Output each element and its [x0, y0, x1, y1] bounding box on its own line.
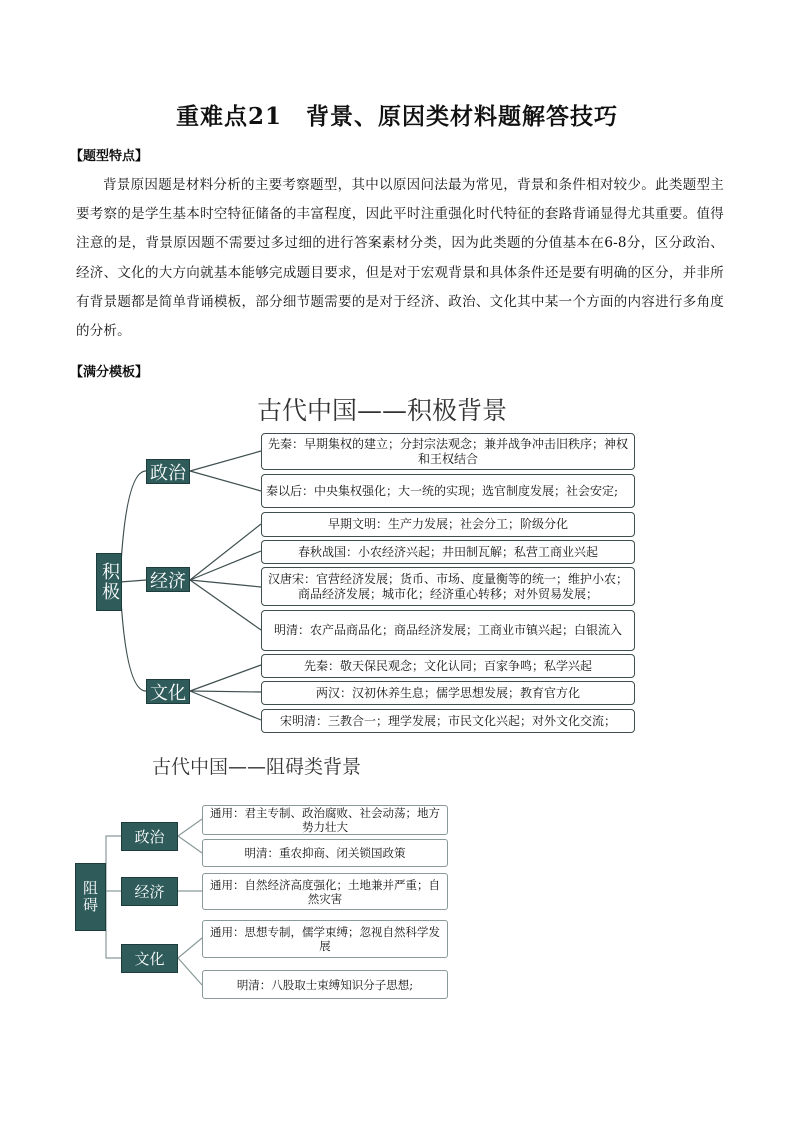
diagram1-economy-item: 早期文明：生产力发展；社会分工；阶级分化 — [261, 512, 635, 537]
diagram2-culture-item: 明清：八股取士束缚知识分子思想; — [202, 970, 448, 999]
diagram2-politics-item: 明清：重农抑商、闭关锁国政策 — [202, 839, 448, 867]
diagram1-title: 古代中国——积极背景 — [256, 396, 507, 425]
diagram1-culture-item: 两汉：汉初休养生息；儒学思想发展；教育官方化 — [261, 681, 635, 705]
page-title: 重难点21 背景、原因类材料题解答技巧 — [175, 103, 618, 130]
diagram2-cat-politics: 政治 — [121, 822, 178, 851]
diagram1-culture-item: 先秦：敬天保民观念；文化认同；百家争鸣；私学兴起 — [261, 654, 635, 678]
intro-paragraph: 背景原因题是材料分析的主要考察题型，其中以原因问法最为常见，背景和条件相对较少。此类题型主要考察的是学生基本时空特征储备的丰富程度，因此平时注重强化时代特征的套路背诵显得尤其重要。值得注意的是，背景原因题不需要过多过细的进行答案素材分类，因为此类题的分值基本在6-8分，区分政治、经济、文化的大方向就基本能够完成题目要求，但是对于宏观背景和具体条件还是要有明确的区分，并非所有背景题都是简单背诵模板，部分细节题需要的是对于经济、政治、文化其中某一个方面的内容进行多角度的分析。 — [76, 177, 724, 340]
diagram2-cat-economy: 经济 — [121, 877, 178, 906]
diagram1-cat-culture: 文化 — [146, 679, 190, 704]
diagram2-cat-culture: 文化 — [121, 944, 178, 973]
diagram2-root-label: 阻碍 — [81, 880, 99, 914]
diagram1-cat-economy: 经济 — [146, 567, 190, 592]
diagram1-politics-item: 秦以后：中央集权强化；大一统的实现；选官制度发展；社会安定; — [261, 474, 635, 508]
diagram1-cat-politics: 政治 — [146, 459, 190, 484]
section-label-features: 【题型特点】 — [70, 149, 149, 164]
diagram2-economy-item: 通用：自然经济高度强化；土地兼并严重；自然灾害 — [202, 873, 448, 910]
diagram1-politics-item: 先秦：早期集权的建立；分封宗法观念；兼并战争冲击旧秩序；神权和王权结合 — [261, 433, 635, 470]
diagram2-culture-item: 通用：思想专制，儒学束缚；忽视自然科学发展 — [202, 920, 448, 958]
diagram2-root-node — [75, 863, 106, 931]
section-label-template: 【满分模板】 — [70, 365, 149, 380]
diagram1-root-node — [96, 553, 122, 611]
diagram1-economy-item: 明清：农产品商品化；商品经济发展；工商业市镇兴起；白银流入 — [261, 610, 635, 651]
diagram1-economy-item: 春秋战国：小农经济兴起；井田制瓦解；私营工商业兴起 — [261, 540, 635, 564]
diagram1-economy-item: 汉唐宋：官营经济发展；货币、市场、度量衡等的统一；维护小农；商品经济发展；城市化；经济重心转移；对外贸易发展； — [261, 567, 635, 606]
diagram1-culture-item: 宋明清：三教合一；理学发展；市民文化兴起；对外文化交流； — [261, 709, 635, 733]
diagram2-title: 古代中国——阻碍类背景 — [152, 756, 362, 778]
diagram1-root-label: 积极 — [99, 562, 120, 602]
diagram2-politics-item: 通用：君主专制、政治腐败、社会动荡；地方势力壮大 — [202, 805, 448, 835]
